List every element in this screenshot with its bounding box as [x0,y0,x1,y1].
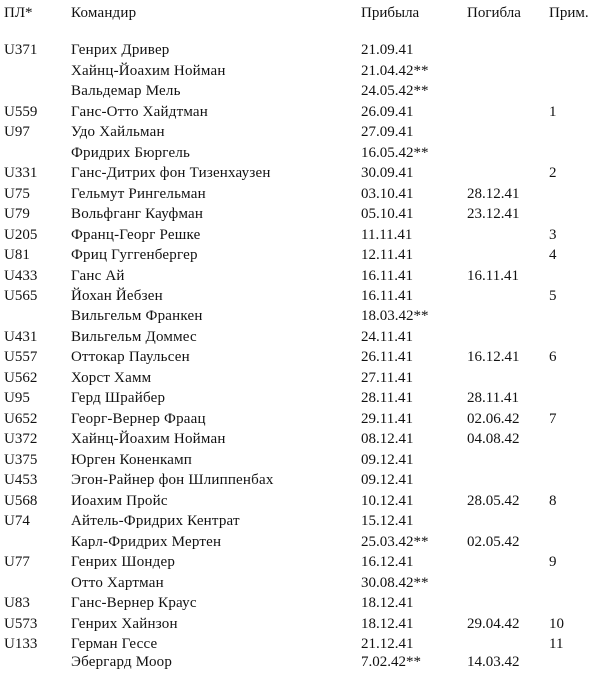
arrived-cell: 08.12.41 [361,431,414,447]
arrived-cell: 18.12.41 [361,616,414,632]
table-row [0,347,600,367]
boat-cell: U375 [4,452,38,468]
arrived-cell: 16.12.41 [361,554,414,570]
arrived-cell: 16.05.42** [361,145,429,161]
commander-cell: Гельмут Рингельман [71,186,206,202]
table-row [0,266,600,286]
arrived-cell: 27.11.41 [361,370,413,386]
boat-cell: U562 [4,370,38,386]
header-commander: Командир [71,5,137,21]
commander-cell: Вольфганг Кауфман [71,206,204,222]
boat-cell: U83 [4,595,30,611]
table-row [0,491,600,511]
note-cell: 5 [549,288,557,304]
commander-cell: Вильгельм Доммес [71,329,197,345]
commander-cell: Оттокар Паульсен [71,349,190,365]
commander-cell: Хорст Хамм [71,370,152,386]
boat-cell: U559 [4,104,38,120]
boat-cell: U97 [4,124,30,140]
died-cell: 23.12.41 [467,206,520,222]
arrived-cell: 30.09.41 [361,165,414,181]
died-cell: 28.12.41 [467,186,520,202]
table-row [0,652,600,672]
table-row [0,61,600,81]
boat-cell: U565 [4,288,38,304]
commander-cell: Фридрих Бюргель [71,145,191,161]
commander-cell: Хайнц-Йоахим Нойман [71,63,226,79]
arrived-cell: 26.09.41 [361,104,414,120]
note-cell: 1 [549,104,557,120]
died-cell: 14.03.42 [467,654,520,670]
note-cell: 9 [549,554,557,570]
note-cell: 10 [549,616,564,632]
arrived-cell: 16.11.41 [361,268,413,284]
table-row [0,552,600,572]
commander-cell: Юрген Коненкамп [71,452,193,468]
note-cell: 7 [549,411,557,427]
table-row [0,614,600,634]
commander-cell: Фриц Гуггенбергер [71,247,198,263]
arrived-cell: 09.12.41 [361,472,414,488]
commander-cell: Эбергард Моор [71,654,173,670]
header-boat: ПЛ* [4,5,33,21]
note-cell: 11 [549,636,564,652]
arrived-cell: 21.09.41 [361,42,414,58]
commander-cell: Ганс-Отто Хайдтман [71,104,209,120]
commander-cell: Ганс Ай [71,268,125,284]
commander-cell: Карл-Фридрих Мертен [71,534,222,550]
table-row [0,573,600,593]
commander-cell: Хайнц-Йоахим Нойман [71,431,226,447]
arrived-cell: 21.12.41 [361,636,414,652]
arrived-cell: 29.11.41 [361,411,413,427]
table-row [0,634,600,654]
arrived-cell: 11.11.41 [361,227,413,243]
boat-cell: U79 [4,206,30,222]
boat-cell: U371 [4,42,38,58]
died-cell: 29.04.42 [467,616,520,632]
boat-cell: U77 [4,554,30,570]
boat-cell: U81 [4,247,30,263]
commander-cell: Георг-Вернер Фраац [71,411,206,427]
boat-cell: U74 [4,513,30,529]
died-cell: 28.11.41 [467,390,519,406]
boat-cell: U573 [4,616,38,632]
arrived-cell: 18.12.41 [361,595,414,611]
table-row [0,143,600,163]
table-row [0,81,600,101]
boat-cell: U372 [4,431,38,447]
arrived-cell: 15.12.41 [361,513,414,529]
commander-cell: Герман Гессе [71,636,158,652]
arrived-cell: 21.04.42** [361,63,429,79]
table-row [0,470,600,490]
table-row [0,122,600,142]
arrived-cell: 27.09.41 [361,124,414,140]
table-row [0,388,600,408]
commander-cell: Герд Шрайбер [71,390,166,406]
commander-cell: Иоахим Пройс [71,493,168,509]
boat-cell: U431 [4,329,38,345]
boat-cell: U652 [4,411,38,427]
commander-cell: Генрих Шондер [71,554,176,570]
note-cell: 2 [549,165,557,181]
table-row [0,327,600,347]
boat-cell: U331 [4,165,38,181]
commander-cell: Эгон-Райнер фон Шлиппенбах [71,472,274,488]
arrived-cell: 26.11.41 [361,349,413,365]
arrived-cell: 10.12.41 [361,493,414,509]
commander-cell: Йохан Йебзен [71,288,163,304]
boat-cell: U453 [4,472,38,488]
arrived-cell: 25.03.42** [361,534,429,550]
boat-cell: U133 [4,636,38,652]
table-row [0,225,600,245]
commander-cell: Ганс-Дитрих фон Тизенхаузен [71,165,271,181]
note-cell: 3 [549,227,557,243]
died-cell: 02.05.42 [467,534,520,550]
table-row [0,593,600,613]
commander-cell: Ганс-Вернер Краус [71,595,197,611]
table-row [0,450,600,470]
commander-cell: Генрих Дривер [71,42,170,58]
table-row [0,306,600,326]
boat-cell: U568 [4,493,38,509]
commander-cell: Генрих Хайнзон [71,616,178,632]
table-row [0,511,600,531]
table-row [0,163,600,183]
died-cell: 28.05.42 [467,493,520,509]
arrived-cell: 12.11.41 [361,247,413,263]
died-cell: 02.06.42 [467,411,520,427]
boat-cell: U95 [4,390,30,406]
table-row [0,204,600,224]
commander-cell: Удо Хайльман [71,124,165,140]
arrived-cell: 30.08.42** [361,575,429,591]
boat-cell: U75 [4,186,30,202]
arrived-cell: 24.05.42** [361,83,429,99]
commander-cell: Вальдемар Мель [71,83,181,99]
header-died: Погибла [467,5,521,21]
note-cell: 4 [549,247,557,263]
arrived-cell: 16.11.41 [361,288,413,304]
arrived-cell: 24.11.41 [361,329,413,345]
arrived-cell: 03.10.41 [361,186,414,202]
note-cell: 6 [549,349,557,365]
arrived-cell: 28.11.41 [361,390,413,406]
arrived-cell: 18.03.42** [361,308,429,324]
boat-cell: U433 [4,268,38,284]
table-row [0,40,600,60]
table-row [0,245,600,265]
table-row [0,286,600,306]
arrived-cell: 09.12.41 [361,452,414,468]
table-row [0,184,600,204]
commander-cell: Вильгельм Франкен [71,308,203,324]
table-row [0,102,600,122]
died-cell: 16.12.41 [467,349,520,365]
arrived-cell: 05.10.41 [361,206,414,222]
table-row [0,532,600,552]
died-cell: 04.08.42 [467,431,520,447]
header-arrived: Прибыла [361,5,420,21]
commander-cell: Франц-Георг Решке [71,227,201,243]
table-row [0,368,600,388]
commander-cell: Айтель-Фридрих Кентрат [71,513,240,529]
arrived-cell: 7.02.42** [361,654,421,670]
table-row [0,409,600,429]
died-cell: 16.11.41 [467,268,519,284]
note-cell: 8 [549,493,557,509]
header-note: Прим. [549,5,589,21]
commander-cell: Отто Хартман [71,575,164,591]
boat-cell: U557 [4,349,38,365]
table-row [0,429,600,449]
boat-cell: U205 [4,227,38,243]
